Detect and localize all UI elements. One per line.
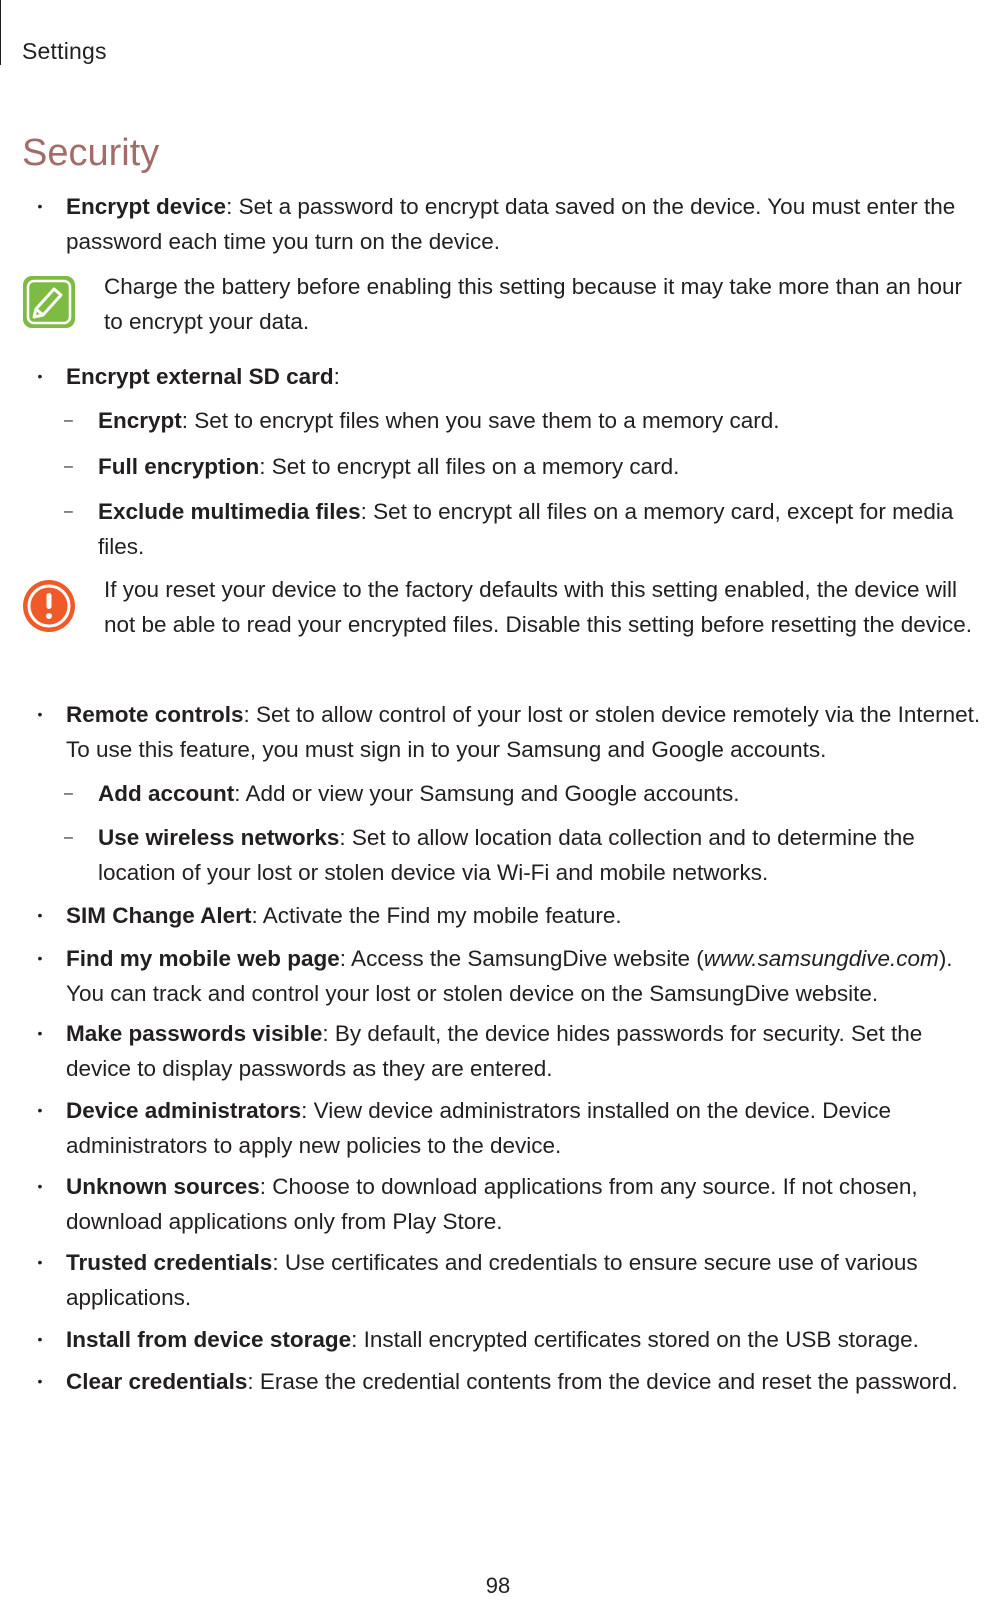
bullet-icon: •	[37, 1331, 43, 1347]
item-name: SIM Change Alert	[66, 903, 252, 928]
section-title: Security	[22, 132, 160, 174]
item-name: Exclude multimedia files	[98, 499, 361, 524]
item-name: Unknown sources	[66, 1174, 260, 1199]
bullet-icon: •	[37, 907, 43, 923]
bullet-icon: •	[37, 1373, 43, 1389]
sub-item-add-account	[64, 776, 981, 811]
item-text: ). You can track and control your lost or stolen device on the SamsungDive website.	[66, 946, 953, 1006]
bullet-icon: •	[37, 950, 43, 966]
list-item-install-from-storage	[37, 1322, 981, 1357]
page-number: 98	[485, 1573, 511, 1598]
item-text: : Use certificates and credentials to ensure secure use of various applications.	[66, 1250, 918, 1310]
dash-icon: –	[64, 785, 73, 802]
item-name: Add account	[98, 781, 235, 806]
warning-icon	[22, 579, 76, 633]
item-text: : Set to allow location data collection and to determine the location of your lost or stolen device via Wi-Fi and mobile networks.	[98, 825, 915, 885]
bullet-icon: •	[37, 1025, 43, 1041]
item-name: Trusted credentials	[66, 1250, 273, 1275]
item-text: : Choose to download applications from any source. If not chosen, download applications only from Play Store.	[66, 1174, 918, 1234]
item-name: Device administrators	[66, 1098, 302, 1123]
item-name: Encrypt	[98, 408, 182, 433]
list-item-encrypt-sd	[37, 359, 981, 394]
list-item-device-administrators	[37, 1093, 981, 1163]
list-item-clear-credentials	[37, 1364, 981, 1399]
item-text: :	[333, 364, 340, 389]
pencil-note-icon	[22, 275, 76, 329]
list-item-encrypt-device	[37, 189, 981, 259]
note-battery: Charge the battery before enabling this setting because it may take more than an hour to encrypt your data.	[104, 274, 963, 334]
list-item-sim-change-alert	[37, 898, 981, 933]
sub-item-use-wireless	[64, 820, 981, 890]
item-text: : Set to encrypt all files on a memory card.	[259, 454, 680, 479]
bullet-icon: •	[37, 198, 43, 214]
item-text: : By default, the device hides passwords for security. Set the device to display passwords as they are entered.	[66, 1021, 923, 1081]
item-name: Remote controls	[66, 702, 244, 727]
item-name: Use wireless networks	[98, 825, 340, 850]
item-name: Install from device storage	[66, 1327, 352, 1352]
item-text: : Activate the Find my mobile feature.	[251, 903, 622, 928]
item-text: : Set to allow control of your lost or stolen device remotely via the Internet. To use this feature, you must sign in to your Samsung and Google accounts.	[66, 702, 981, 762]
item-text: : Set a password to encrypt data saved on the device. You must enter the password each time you turn on the device.	[66, 194, 956, 254]
item-text: : Add or view your Samsung and Google accounts.	[234, 781, 740, 806]
header-label: Settings	[22, 38, 107, 64]
sub-item-encrypt	[64, 403, 981, 438]
sub-item-full-encryption	[64, 449, 981, 484]
item-text: : Set to encrypt files when you save them to a memory card.	[181, 408, 780, 433]
list-item-make-passwords-visible	[37, 1016, 981, 1086]
header-rule	[0, 0, 1, 65]
dash-icon: –	[64, 829, 73, 846]
item-text: : Erase the credential contents from the device and reset the password.	[247, 1369, 958, 1394]
list-item-unknown-sources	[37, 1169, 981, 1239]
item-text: : Set to encrypt all files on a memory card, except for media files.	[98, 499, 954, 559]
item-text: : Install encrypted certificates stored on the USB storage.	[351, 1327, 919, 1352]
item-name: Clear credentials	[66, 1369, 248, 1394]
list-item-remote-controls	[37, 697, 981, 767]
item-name: Make passwords visible	[66, 1021, 323, 1046]
bullet-icon: •	[37, 1254, 43, 1270]
bullet-icon: •	[37, 368, 43, 384]
bullet-icon: •	[37, 1102, 43, 1118]
dash-icon: –	[64, 503, 73, 520]
item-text: : Access the SamsungDive website (	[339, 946, 704, 971]
item-name: Encrypt external SD card	[66, 364, 334, 389]
item-name: Find my mobile web page	[66, 946, 340, 971]
list-item-trusted-credentials	[37, 1245, 981, 1315]
bullet-icon: •	[37, 1178, 43, 1194]
item-name: Encrypt device	[66, 194, 227, 219]
item-text: : View device administrators installed on the device. Device administrators to apply new policies to the device.	[66, 1098, 891, 1158]
bullet-icon: •	[37, 706, 43, 722]
item-name: Full encryption	[98, 454, 260, 479]
list-item-find-my-mobile	[37, 941, 981, 1011]
website-link[interactable]: www.samsungdive.com	[703, 946, 939, 971]
note-reset-warning: If you reset your device to the factory defaults with this setting enabled, the device will not be able to read your encrypted files. Disable this setting before resetting the device.	[104, 577, 973, 637]
dash-icon: –	[64, 458, 73, 475]
sub-item-exclude-multimedia	[64, 494, 981, 564]
dash-icon: –	[64, 412, 73, 429]
